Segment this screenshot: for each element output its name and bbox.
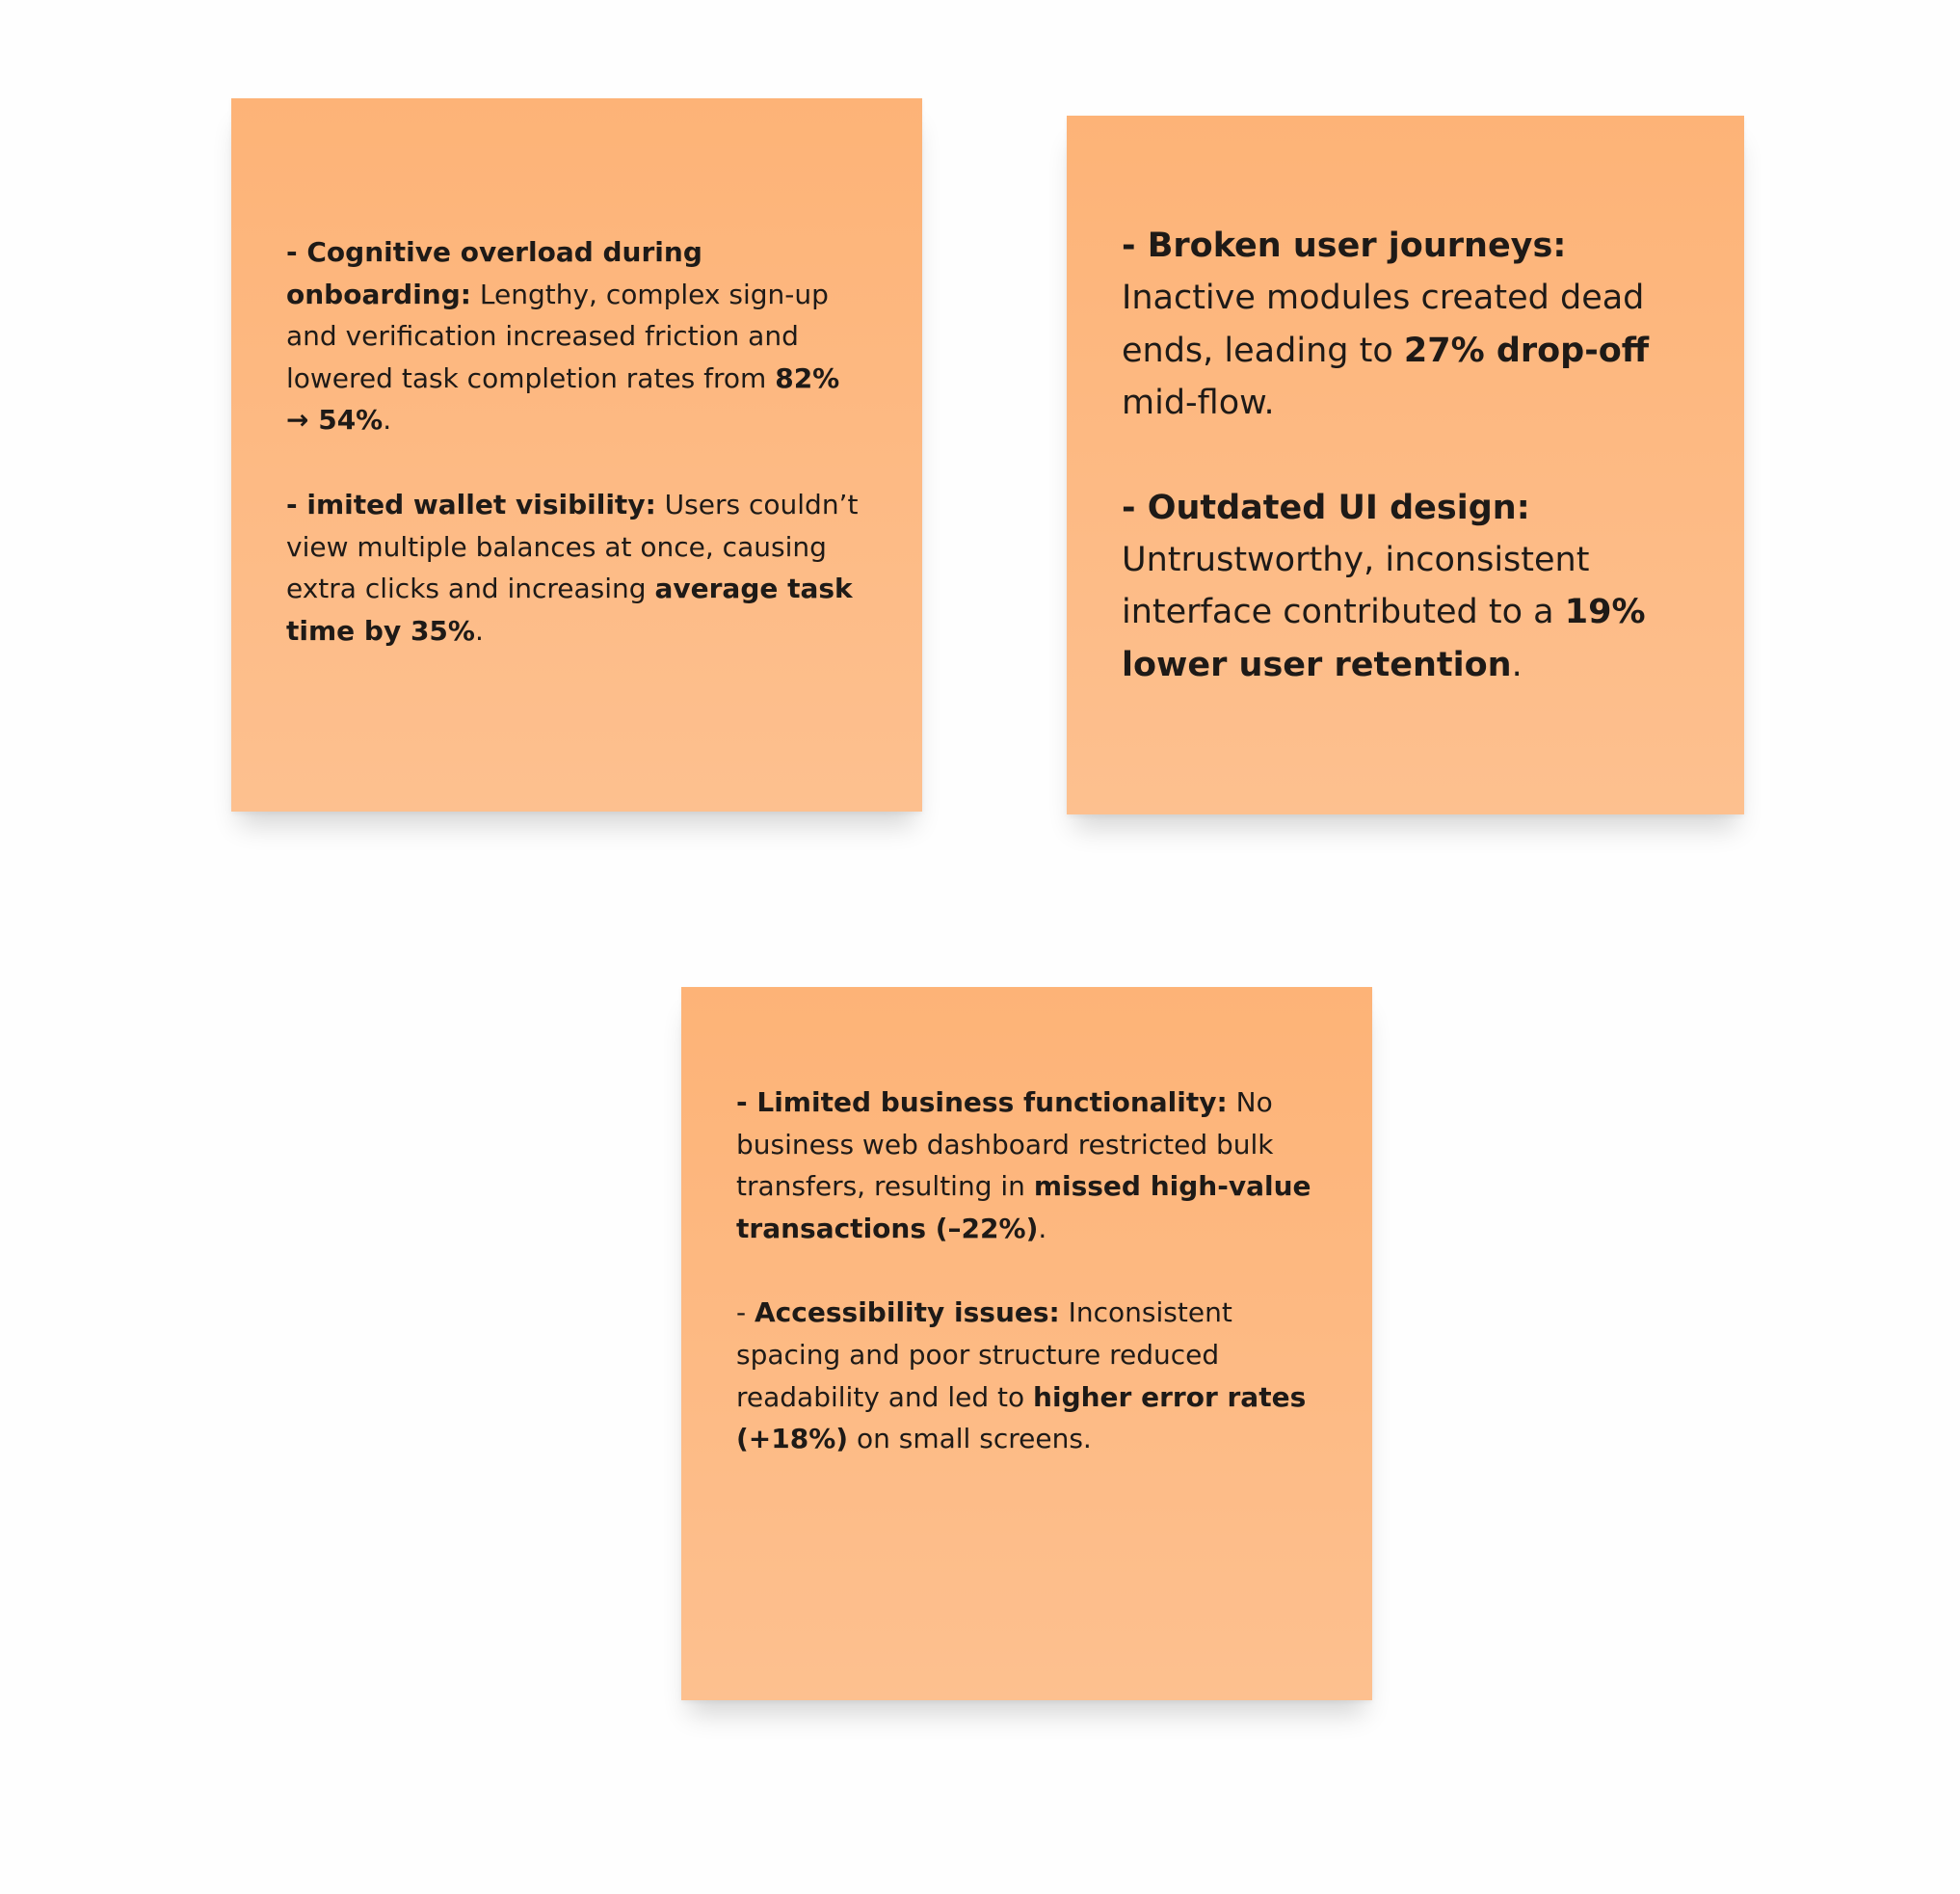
note-heading: - Limited business functionality:: [736, 1086, 1228, 1118]
note-heading: - imited wallet visibility:: [286, 488, 656, 520]
note-text: mid-flow.: [1122, 384, 1275, 423]
note-paragraph-business-functionality: [736, 1081, 1320, 1249]
note-text: .: [383, 404, 392, 437]
sticky-note-business[interactable]: [681, 987, 1372, 1700]
note-text: on small screens.: [848, 1423, 1092, 1455]
note-text: Lengthy, complex sign-up and verification increased friction and lowered task completion rates from: [286, 278, 829, 394]
note-text: No business web dashboard restricted bulk transfers, resulting in: [736, 1086, 1274, 1203]
note-heading: - Outdated UI design:: [1122, 488, 1530, 527]
note-highlight: 19% lower user retention: [1122, 593, 1646, 684]
note-text: .: [1038, 1212, 1047, 1244]
sticky-note-onboarding[interactable]: [231, 98, 922, 812]
note-heading: - Broken user journeys:: [1122, 227, 1567, 265]
note-text: Untrustworthy, inconsistent interface contributed to a: [1122, 541, 1590, 632]
sticky-note-journeys[interactable]: [1067, 116, 1744, 814]
note-text: Inactive modules created dead ends, leading to: [1122, 279, 1645, 370]
note-text: Inconsistent spacing and poor structure reduced readability and led to: [736, 1296, 1232, 1413]
note-highlight: higher error rates (+18%): [736, 1380, 1307, 1455]
note-highlight: average task time by 35%: [286, 573, 853, 647]
note-paragraph-broken-journeys: [1122, 220, 1698, 430]
note-paragraph-cognitive-overload: [286, 231, 870, 441]
note-text: .: [1511, 645, 1523, 684]
note-highlight: 27% drop-off: [1403, 331, 1650, 370]
note-heading: Accessibility issues:: [755, 1296, 1060, 1329]
note-text: Users couldn’t view multiple balances at once, causing extra clicks and increasing: [286, 488, 859, 605]
note-text: -: [736, 1296, 755, 1329]
note-highlight: 82% → 54%: [286, 361, 840, 437]
note-highlight: missed high-value transactions (–22%): [736, 1170, 1311, 1244]
note-paragraph-wallet-visibility: [286, 484, 870, 652]
note-paragraph-outdated-ui: [1122, 482, 1698, 692]
note-paragraph-accessibility: [736, 1292, 1320, 1459]
note-text: .: [474, 614, 484, 647]
note-heading: - Cognitive overload during onboarding:: [286, 236, 702, 310]
